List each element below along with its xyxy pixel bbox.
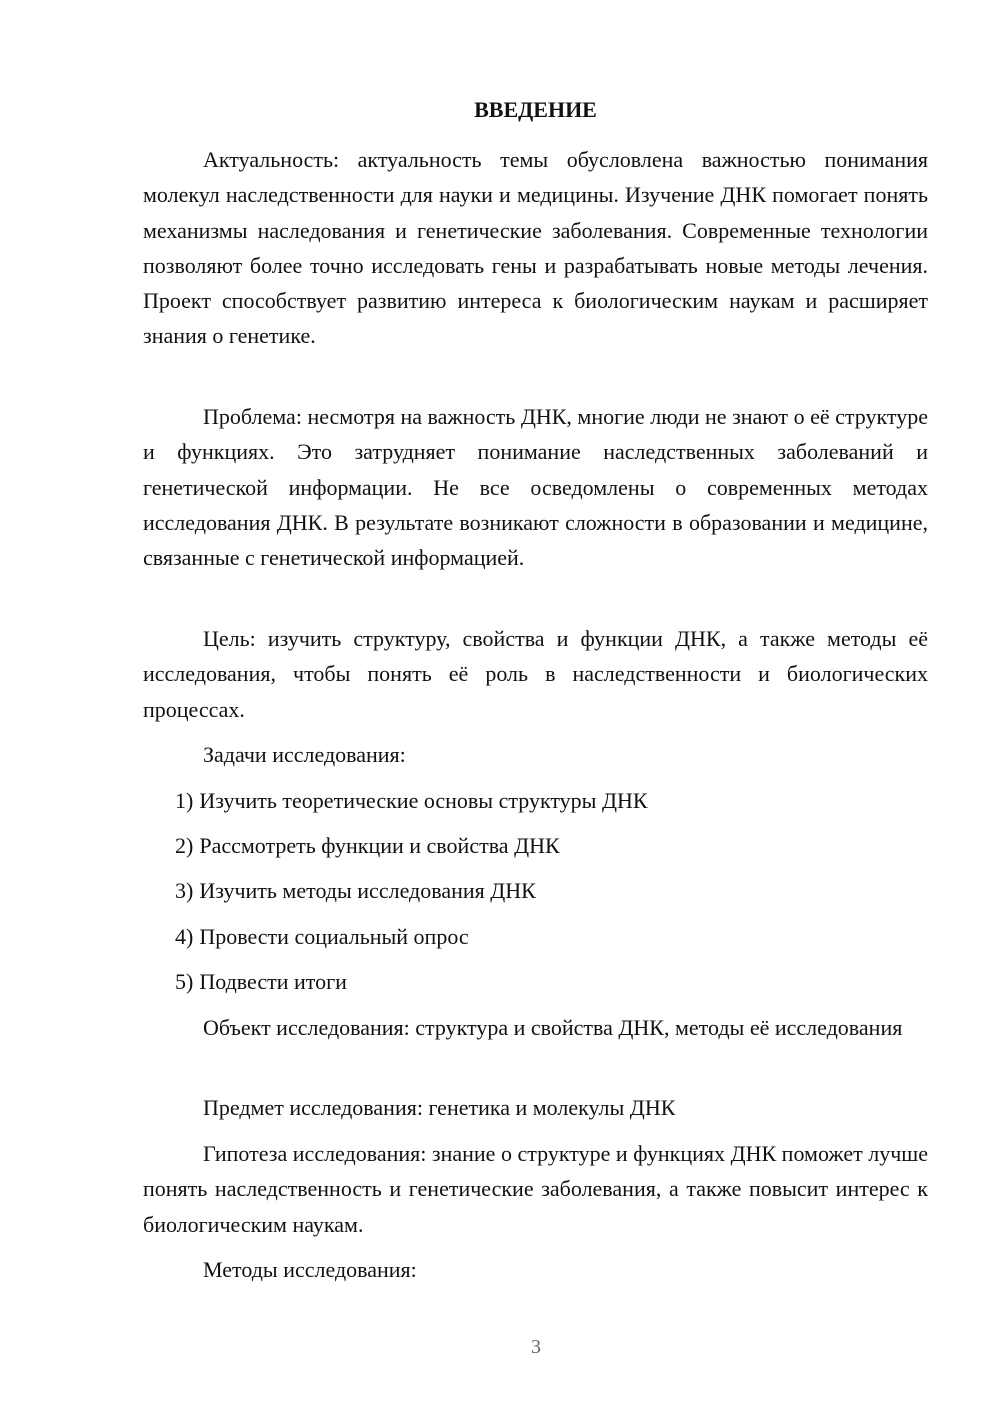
list-item-number: 3) (175, 878, 194, 903)
methods-heading: Методы исследования: (203, 1257, 417, 1282)
paragraph-hypothesis: Гипотеза исследования: знание о структуре и функциях ДНК поможет лучше понять наследственность и генетические заболевания, а также повысит интерес к биологическим наукам. (143, 1141, 928, 1237)
tasks-heading: Задачи исследования: (203, 742, 406, 767)
page-number: 3 (531, 1336, 541, 1358)
paragraph-problem: Проблема: несмотря на важность ДНК, многие люди не знают о её структуре и функциях. Это затрудняет понимание наследственных заболеваний и генетической информации. Не все осведомлены о современных методах исследования ДНК. В результате возникают сложности в образовании и медицине, связанные с генетической информацией. (143, 404, 928, 571)
list-item (175, 922, 925, 952)
paragraph-subject: Предмет исследования: генетика и молекулы ДНК (203, 1095, 676, 1120)
list-item-number: 5) (175, 969, 194, 994)
list-item-text: Изучить теоретические основы структуры ДНК (199, 788, 648, 813)
list-item (175, 831, 925, 861)
list-item (175, 967, 925, 997)
list-item (175, 786, 925, 816)
list-item (175, 876, 925, 906)
list-item-number: 2) (175, 833, 194, 858)
list-item-text: Изучить методы исследования ДНК (199, 878, 536, 903)
list-item-text: Рассмотреть функции и свойства ДНК (199, 833, 560, 858)
list-item-number: 4) (175, 924, 194, 949)
paragraph-relevance: Актуальность: актуальность темы обусловлена важностью понимания молекул наследственности для науки и медицины. Изучение ДНК помогает понять механизмы наследования и генетические заболевания. Современные технологии позволяют более точно исследовать гены и разрабатывать новые методы лечения. Проект способствует развитию интереса к биологическим наукам и расширяет знания о генетике. (143, 147, 928, 349)
paragraph-goal: Цель: изучить структуру, свойства и функции ДНК, а также методы её исследования, чтобы понять её роль в наследственности и биологических процессах. (143, 626, 928, 722)
list-item-text: Провести социальный опрос (199, 924, 469, 949)
page-title: ВВЕДЕНИЕ (474, 97, 597, 122)
paragraph-object: Объект исследования: структура и свойства ДНК, методы её исследования (203, 1015, 903, 1040)
list-item-number: 1) (175, 788, 194, 813)
list-item-text: Подвести итоги (199, 969, 347, 994)
